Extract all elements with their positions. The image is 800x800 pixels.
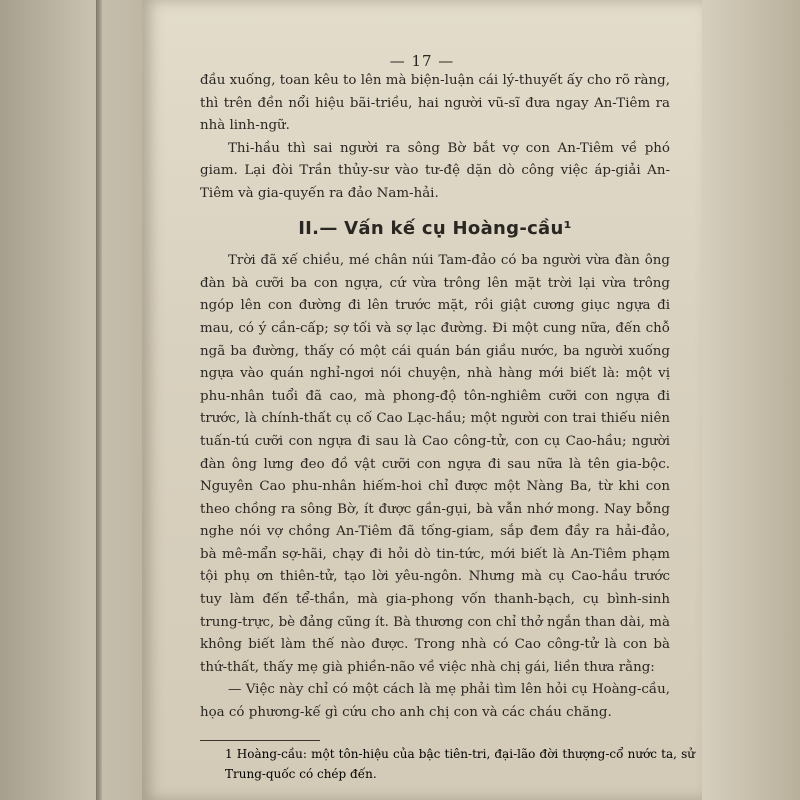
footnote: 1 Hoàng-cầu: một tôn-hiệu của bậc tiên-tri, đại-lão đời thượng-cổ nước ta, sử Trung-quốc có chép đến. (225, 747, 695, 781)
intro-paragraph: đầu xuống, toan kêu to lên mà biện-luận cái lý-thuyết ấy cho rõ ràng, thì trên đền nổi hiệu bãi-triều, hai người vũ-sĩ đưa ngay An-Tiêm ra nhà linh-ngữ. (200, 73, 670, 134)
page-text (200, 70, 670, 725)
footnote-divider (200, 740, 320, 741)
left-page (0, 0, 150, 800)
body-paragraph: — Việc này chỉ có một cách là mẹ phải tìm lên hỏi cụ Hoàng-cầu, họa có phương-kế gì cứu cho anh chị con và các cháu chăng. (200, 682, 670, 721)
page-number: — 17 — (389, 52, 455, 70)
section-heading: II.— Vấn kế cụ Hoàng-cầu¹ (298, 217, 572, 239)
intro-paragraph: Thi-hầu thì sai người ra sông Bờ bắt vợ con An-Tiêm về phó giam. Lại đòi Trần thủy-sư vào tư-đệ dặn dò công việc áp-giải An-Tiêm và gia-quyến ra đảo Nam-hải. (200, 140, 670, 201)
body-paragraph: Trời đã xế chiều, mé chân núi Tam-đảo có ba người vừa đàn ông đàn bà cưỡi ba con ngựa, cứ vừa trông lên mặt trời lại vừa trông ngóp lên con đường đi lên trước mặt, rồi giật cương giục ngựa đi mau, có ý cần-cấp; sợ tối và sợ lạc đường. Đi một cung nữa, đến chỗ ngã ba đường, thấy có một cái quán bán giầu nước, ba người xuống ngựa vào quán nghỉ-ngơi nói chuyện, nhà hàng mới biết là: một vị phu-nhân tuổi đã cao, mà phong-độ tôn-nghiêm cưỡi con ngựa đi trước, là chính-thất cụ cố Cao Lạc-hầu; một người con trai thiếu niên tuấn-tú cưỡi con ngựa đi sau là Cao công-tử, con cụ Cao-hầu; người đàn ông lưng đeo đồ vật cưỡi con ngựa đi sau nữa là tên gia-bộc. Nguyên Cao phu-nhân hiếm-hoi chỉ được một Nàng Ba, từ khi con theo chồng ra sông Bờ, ít được gần-gụi, bà vẫn nhớ mong. Nay bỗng nghe nói vợ chồng An-Tiêm đã tống-giam, sắp đem đầy ra hải-đảo, bà mê-mẩn sợ-hãi, chạy đi hỏi dò tin-tức, mới biết là An-Tiêm phạm tội phụ ơn thiên-tử, tạo lời yêu-ngôn. Nhưng mà cụ Cao-hầu trước tuy làm đến tể-thần, mà gia-phong vốn thanh-bạch, cụ bình-sinh trung-trực, bè đảng cũng ít. Bà thương con chỉ thở ngắn than dài, mà không biết làm thế nào được. Trong nhà có Cao công-tử là con bà thứ-thất, thấy mẹ già phiền-não về việc nhà chị gái, liền thưa rằng: (200, 253, 670, 675)
book-page (142, 0, 702, 800)
page-edge (96, 0, 102, 800)
right-margin (700, 0, 800, 800)
